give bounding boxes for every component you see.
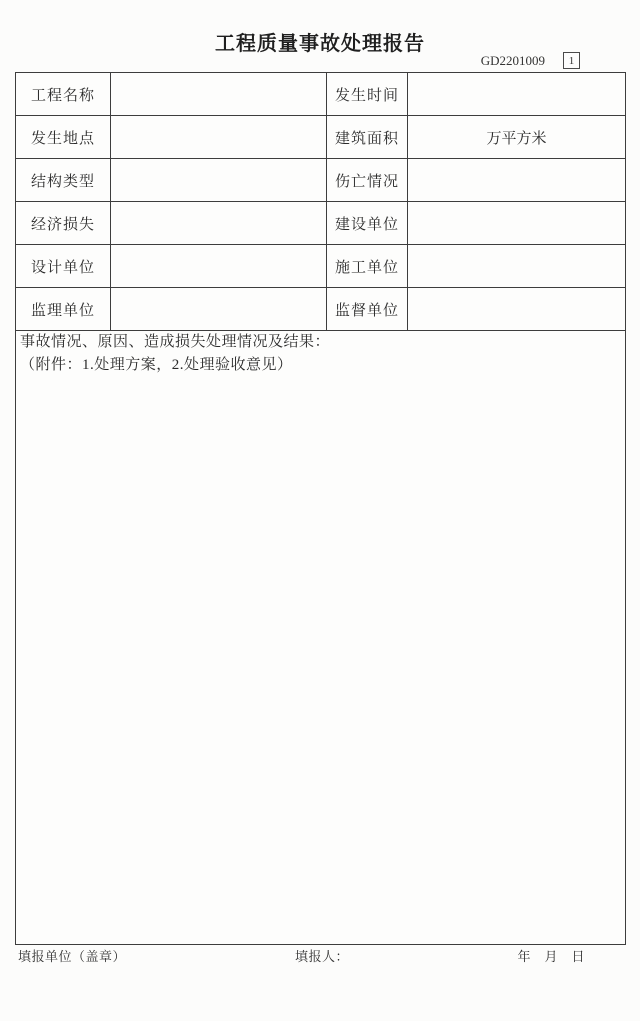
economic-loss-label: 经济损失 xyxy=(16,202,111,245)
footer xyxy=(0,946,640,966)
casualty-situation-value-cell xyxy=(408,159,626,202)
table-row xyxy=(16,245,626,288)
report-form-table xyxy=(15,72,626,945)
design-unit-label: 设计单位 xyxy=(16,245,111,288)
accident-details-cell xyxy=(16,331,626,945)
economic-loss-value-cell xyxy=(111,202,327,245)
reporter-label: 填报人： xyxy=(295,949,350,964)
construction-client-value-cell xyxy=(408,202,626,245)
document-code-row xyxy=(481,52,580,69)
table-row xyxy=(16,202,626,245)
details-heading: 事故情况、原因、造成损失处理情况及结果： xyxy=(20,334,331,350)
page-number-box xyxy=(563,52,580,69)
building-area-label: 建筑面积 xyxy=(327,116,408,159)
table-row xyxy=(16,331,626,945)
construction-client-label: 建设单位 xyxy=(327,202,408,245)
design-unit-value-cell xyxy=(111,245,327,288)
oversight-unit-value-cell xyxy=(408,288,626,331)
date-label: 年 月 日 xyxy=(517,949,585,964)
occurrence-place-value-cell xyxy=(111,116,327,159)
table-row xyxy=(16,288,626,331)
supervision-unit-label: 监理单位 xyxy=(16,288,111,331)
supervision-unit-value-cell xyxy=(111,288,327,331)
building-area-value-cell: 万平方米 xyxy=(408,116,626,159)
project-name-label: 工程名称 xyxy=(16,73,111,116)
table-row xyxy=(16,159,626,202)
occurrence-place-label: 发生地点 xyxy=(16,116,111,159)
construction-unit-value-cell xyxy=(408,245,626,288)
structure-type-label: 结构类型 xyxy=(16,159,111,202)
occurrence-time-label: 发生时间 xyxy=(327,73,408,116)
project-name-value-cell xyxy=(111,73,327,116)
page-number: 1 xyxy=(568,54,575,67)
oversight-unit-label: 监督单位 xyxy=(327,288,408,331)
casualty-situation-label: 伤亡情况 xyxy=(327,159,408,202)
table-row xyxy=(16,116,626,159)
document-title: 工程质量事故处理报告 xyxy=(215,33,425,55)
details-attachments-note: （附件：1.处理方案，2.处理验收意见） xyxy=(20,356,293,373)
construction-unit-label: 施工单位 xyxy=(327,245,408,288)
structure-type-value-cell xyxy=(111,159,327,202)
form-code: GD2201009 xyxy=(480,52,545,68)
reporting-unit-label: 填报单位（盖章） xyxy=(18,949,127,964)
occurrence-time-value-cell xyxy=(408,73,626,116)
table-row xyxy=(16,73,626,116)
